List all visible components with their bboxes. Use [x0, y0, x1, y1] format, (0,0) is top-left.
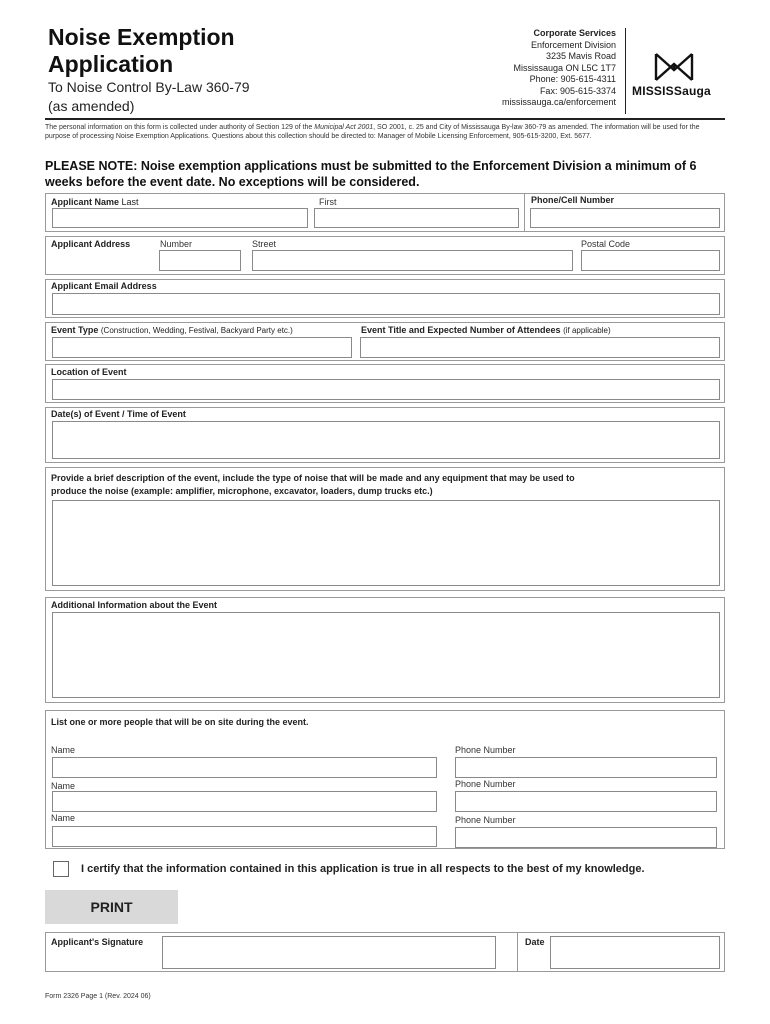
form-title — [48, 24, 235, 78]
form-footer: Form 2326 Page 1 (Rev. 2024 06) — [45, 993, 151, 1000]
certify-text: I certify that the information contained in this application is true in all respects to the best of my knowledge. — [81, 863, 645, 875]
email-section — [45, 279, 725, 318]
dates-label: Date(s) of Event / Time of Event — [51, 409, 186, 419]
print-button[interactable]: PRINT — [45, 890, 178, 924]
certify-checkbox[interactable] — [53, 861, 69, 877]
street-input[interactable] — [252, 250, 573, 271]
header-divider — [625, 28, 626, 114]
signature-input[interactable] — [162, 936, 496, 969]
description-input[interactable] — [52, 500, 720, 586]
please-note: PLEASE NOTE: Noise exemption applications must be submitted to the Enforcement Division a minimum of 6 weeks before the event date. No exceptions will be considered. — [45, 159, 697, 189]
privacy-act: Municipal Act 2001 — [314, 124, 374, 131]
onsite-phone-label: Phone Number — [455, 745, 516, 755]
description-label-line2: produce the noise (example: amplifier, microphone, excavator, loaders, dump trucks etc.) — [51, 486, 433, 496]
signature-divider — [517, 932, 518, 972]
signature-label: Applicant's Signature — [51, 937, 144, 947]
form-subtitle — [48, 78, 250, 116]
street-number-label: Number — [160, 239, 193, 249]
location-label: Location of Event — [51, 367, 127, 377]
form-subtitle-line2: (as amended) — [48, 98, 135, 114]
event-type-section — [45, 322, 725, 361]
description-section — [45, 467, 725, 591]
event-type-input[interactable] — [52, 337, 352, 358]
description-label-line1: Provide a brief description of the event, include the type of noise that will be made and any equipment that may be used to — [51, 473, 575, 483]
first-name-label: First — [319, 197, 337, 207]
onsite-name-input[interactable] — [52, 757, 437, 778]
form-title-line1: Noise Exemption — [48, 24, 235, 50]
privacy-text-cont: , SO 2001, c. 25 and City of Mississauga By-law 360-79 as amended. The information will be used for the purpose of processing Noise Exemption Applications. Questions about this collection should be directed to: Manager of Mobile Licensing Enforcement, 905-615-3200, Ext. 5677. — [45, 124, 700, 140]
onsite-name-label: Name — [51, 813, 76, 823]
form-title-line2: Application — [48, 51, 174, 77]
contact-line: mississauga.ca/enforcement — [501, 97, 616, 107]
event-title-input[interactable] — [360, 337, 720, 358]
last-name-input[interactable] — [52, 208, 308, 228]
onsite-section — [45, 710, 725, 849]
dates-section — [45, 407, 725, 463]
onsite-name-label: Name — [51, 745, 76, 755]
onsite-name-label: Name — [51, 781, 76, 791]
event-type-label: Event Type (Construction, Wedding, Festival, Backyard Party etc.) — [51, 325, 293, 335]
contact-line: Enforcement Division — [530, 39, 616, 50]
onsite-name-input[interactable] — [52, 791, 437, 812]
phone-cell-input[interactable] — [530, 208, 720, 228]
email-label: Applicant Email Address — [51, 281, 157, 291]
header-rule — [45, 118, 725, 120]
signature-section — [45, 932, 725, 972]
location-section — [45, 364, 725, 403]
phone-cell-label: Phone/Cell Number — [531, 195, 615, 205]
date-label: Date — [525, 937, 545, 947]
onsite-name-input[interactable] — [52, 826, 437, 847]
event-title-hint: (if applicable) — [563, 326, 611, 335]
applicant-address-label: Applicant Address — [51, 239, 131, 249]
first-name-input[interactable] — [314, 208, 519, 228]
contact-heading: Corporate Services — [533, 28, 616, 38]
street-label: Street — [252, 239, 277, 249]
address-spacer — [52, 250, 152, 271]
onsite-phone-label: Phone Number — [455, 815, 516, 825]
onsite-phone-input[interactable] — [455, 757, 717, 778]
onsite-phone-input[interactable] — [455, 791, 717, 812]
postal-code-label: Postal Code — [581, 239, 631, 249]
contact-line: Fax: 905-615-3374 — [539, 85, 616, 96]
applicant-name-label: Applicant Name Last — [51, 197, 139, 207]
event-title-label: Event Title and Expected Number of Attendees (if applicable) — [361, 325, 611, 335]
logo-wordmark: MISSISSauga — [632, 84, 711, 98]
location-input[interactable] — [52, 379, 720, 400]
contact-line: Phone: 905-615-4311 — [529, 74, 616, 84]
additional-section — [45, 597, 725, 703]
contact-line: Mississauga ON L5C 1T7 — [513, 62, 616, 73]
postal-code-input[interactable] — [581, 250, 720, 271]
mississauga-logo-icon — [653, 52, 695, 82]
applicant-name-section — [45, 193, 725, 232]
additional-input[interactable] — [52, 612, 720, 698]
onsite-phone-label: Phone Number — [455, 779, 516, 789]
street-number-input[interactable] — [159, 250, 241, 271]
privacy-notice — [45, 123, 725, 141]
email-input[interactable] — [52, 293, 720, 315]
event-type-hint: (Construction, Wedding, Festival, Backyard Party etc.) — [100, 326, 293, 335]
additional-label: Additional Information about the Event — [51, 600, 217, 610]
contact-line: 3235 Mavis Road — [545, 51, 616, 61]
contact-block — [396, 28, 616, 109]
onsite-label: List one or more people that will be on site during the event. — [51, 717, 309, 727]
column-divider — [524, 193, 525, 232]
privacy-text: The personal information on this form is collected under authority of Section 129 of the — [45, 124, 315, 131]
form-subtitle-line1: To Noise Control By-Law 360-79 — [48, 79, 250, 95]
dates-input[interactable] — [52, 421, 720, 459]
applicant-address-section — [45, 236, 725, 275]
date-input[interactable] — [550, 936, 720, 969]
onsite-phone-input[interactable] — [455, 827, 717, 848]
last-name-label: Last — [121, 197, 139, 207]
